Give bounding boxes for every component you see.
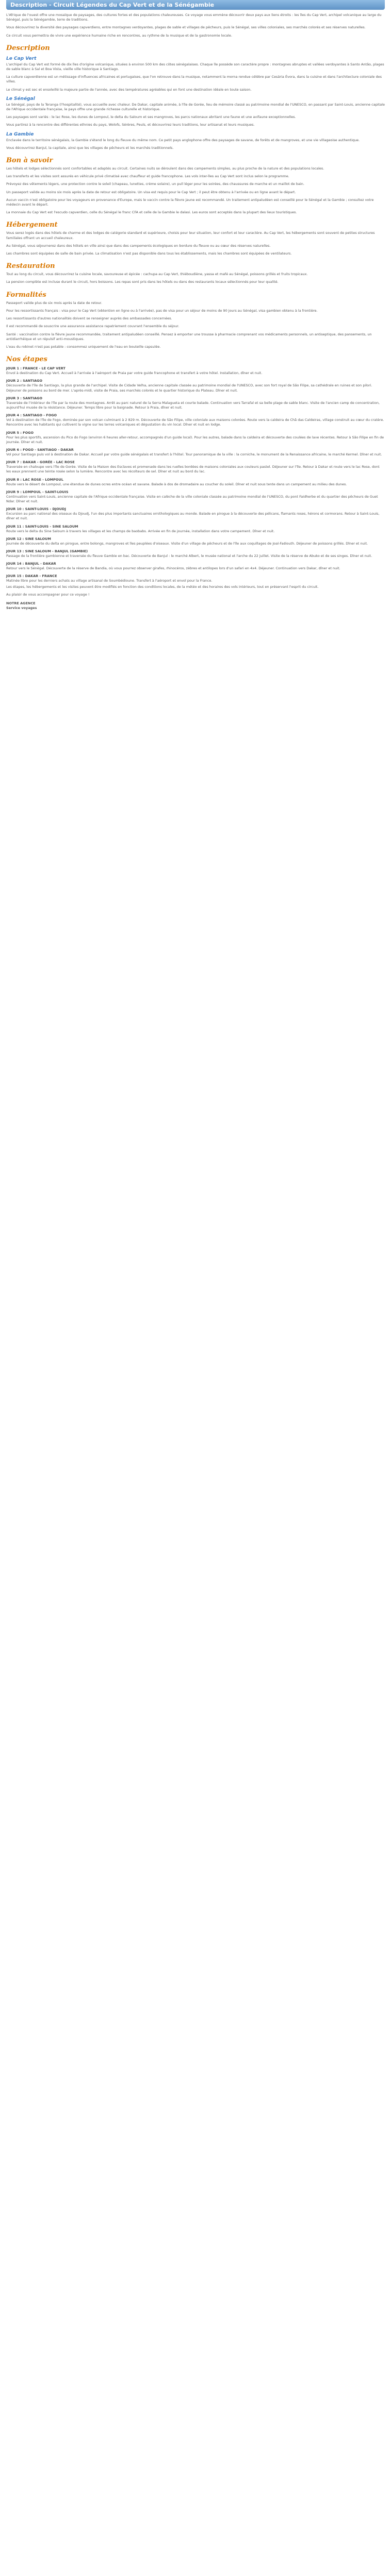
paragraph: Les transferts et les visites sont assurés en véhicule privé climatisé avec chauffeur et guide francophone. Les vols inter-îles au Cap Vert sont inclus selon le programme. xyxy=(6,174,289,179)
paragraph: La culture capverdienne est un métissage d'influences africaines et portugaises, que l'on retrouve dans la musique, notamment la morna rendue célèbre par Cesária Évora, dans la cuisine et dans l'architecture coloniale des villes. xyxy=(6,75,382,84)
paragraph: Pour les ressortissants français : visa pour le Cap Vert (obtention en ligne ou à l'arrivée), pas de visa pour un séjour de moins de 90 jours au Sénégal, visa gambien obtenu à la frontière. xyxy=(6,308,318,313)
day-description: Vol pour Santiago puis vol à destination de Dakar. Accueil par votre guide sénégalais et transfert à l'hôtel. Tour panoramique de la ville : la corniche, le monument de la Renaissance africaine, le marché Kermel. Dîner et nuit. xyxy=(6,452,382,456)
day-title: JOUR 4 : SANTIAGO - FOGO xyxy=(6,413,57,418)
day-title: JOUR 2 : SANTIAGO xyxy=(6,379,43,383)
day-title: JOUR 8 : LAC ROSE - LOMPOUL xyxy=(6,477,63,482)
paragraph: Un passeport valide au moins six mois après la date de retour est obligatoire. Un visa est requis pour le Cap Vert ; il peut être obtenu à l'arrivée ou en ligne avant le départ. xyxy=(6,190,296,194)
day-title: JOUR 11 : SAINT-LOUIS - SINE SALOUM xyxy=(6,524,78,529)
paragraph: Les ressortissants d'autres nationalités doivent se renseigner auprès des ambassades concernées. xyxy=(6,316,172,321)
day-title: JOUR 7 : DAKAR - GORÉE - LAC ROSE xyxy=(6,460,75,465)
subsection-heading: La Gambie xyxy=(6,131,34,137)
itinerary xyxy=(6,366,385,583)
section-heading: Restauration xyxy=(6,262,55,270)
day-description: Retour vers le Sénégal. Découverte de la réserve de Bandia, où vous pourrez observer girafes, rhinocéros, zèbres et antilopes lors d'un safari en 4x4. Déjeuner. Continuation vers Dakar, dîner et nuit. xyxy=(6,566,340,571)
day-title: JOUR 12 : SINE SALOUM xyxy=(6,536,51,541)
signature-line: Service voyages xyxy=(6,605,37,610)
intro-paragraph: Vous découvrirez la diversité des paysages capverdiens, entre montagnes verdoyantes, plages de sable et villages de pêcheurs, puis le Sénégal, ses villes coloniales, ses marchés colorés et ses réserves naturelles. xyxy=(6,25,366,30)
sections xyxy=(6,44,385,363)
paragraph: Prévoyez des vêtements légers, une protection contre le soleil (chapeau, lunettes, crème solaire), un pull léger pour les soirées, des chaussures de marche et un maillot de bain. xyxy=(6,182,304,187)
day-description: Envol à destination du Cap Vert. Accueil à l'arrivée à l'aéroport de Praia par votre guide francophone et transfert à votre hôtel. Installation, dîner et nuit. xyxy=(6,371,263,376)
day-title: JOUR 10 : SAINT-LOUIS - DJOUDJ xyxy=(6,507,66,512)
signature-line: NOTRE AGENCE xyxy=(6,601,36,605)
section-heading: Description xyxy=(6,44,50,52)
paragraph: Tout au long du circuit, vous découvrirez la cuisine locale, savoureuse et épicée : cachupa au Cap Vert, thiéboudiène, yassa et mafé au Sénégal, poissons grillés et fruits tropicaux. xyxy=(6,272,308,277)
paragraph: Au Sénégal, vous séjournerez dans des hôtels en ville ainsi que dans des campements écologiques en bordure du fleuve ou au cœur des réserves naturelles. xyxy=(6,243,271,248)
day-description: Matinée libre pour les derniers achats au village artisanal de Soumbédioune. Transfert à l'aéroport et envol pour la France. xyxy=(6,579,213,583)
page-title-banner: Description - Circuit Légendes du Cap Vert et de la Sénégambie xyxy=(6,0,385,10)
paragraph: Le climat y est sec et ensoleillé la majeure partie de l'année, avec des températures agréables qui en font une destination idéale en toute saison. xyxy=(6,87,252,92)
day-title: JOUR 1 : FRANCE - LE CAP VERT xyxy=(6,366,66,371)
day-title: JOUR 5 : FOGO xyxy=(6,430,34,435)
closing-paragraph: Au plaisir de vous accompagner pour ce voyage ! xyxy=(6,592,90,597)
day-description: Passage de la frontière gambienne et traversée du fleuve Gambie en bac. Découverte de Banjul : le marché Albert, le musée national et l'arche du 22 juillet. Visite de la réserve de Abuko et de ses singes. Dîner et nuit. xyxy=(6,553,372,558)
intro xyxy=(6,13,385,38)
intro-paragraph: Ce circuit vous permettra de vivre une expérience humaine riche en rencontres, au rythme de la musique et de la gastronomie locale. xyxy=(6,33,232,38)
page xyxy=(0,0,391,626)
day-description: Vol à destination de l'île de Fogo, dominée par son volcan culminant à 2 829 m. Découverte de São Filipe, ville coloniale aux maisons colorées. Route vers la caldeira de Chã das Caldeiras, village construit au cœur du cratère. Rencontre avec les habitants qui cultivent la vigne sur les terres volcaniques et dégustation du vin local. Dîner et nuit en lodge. xyxy=(6,418,384,427)
subsection-heading: Le Cap Vert xyxy=(6,56,37,61)
section-heading: Hébergement xyxy=(6,221,58,229)
day-description: Pour les plus sportifs, ascension du Pico do Fogo (environ 6 heures aller-retour, accompagnés d'un guide local). Pour les autres, balade dans la caldeira et découverte des coulées de lave récentes. Retour à São Filipe en fin de journée. Dîner et nuit. xyxy=(6,435,384,444)
paragraph: Passeport valide plus de six mois après la date de retour. xyxy=(6,300,102,305)
day-description: Journée de découverte du delta en pirogue, entre bolongs, mangroves et îles peuplées d'oiseaux. Visite d'un village de pêcheurs et de l'île aux coquillages de Joal-Fadiouth. Déjeuner de poissons grillés. Dîner et nuit. xyxy=(6,541,368,546)
day-title: JOUR 9 : LOMPOUL - SAINT-LOUIS xyxy=(6,489,69,494)
day-title: JOUR 3 : SANTIAGO xyxy=(6,396,43,400)
paragraph: La pension complète est incluse durant le circuit, hors boissons. Les repas sont pris dans les hôtels ou dans des restaurants locaux sélectionnés pour leur qualité. xyxy=(6,280,279,284)
day-description: Découverte de l'île de Santiago, la plus grande de l'archipel. Visite de Cidade Velha, ancienne capitale classée au patrimoine mondial de l'UNESCO, avec son fort royal de São Filipe, sa cathédrale en ruines et son pilori. Déjeuner de poissons au bord de mer. L'après-midi, visite de Praia, ses marchés colorés et le quartier historique du Plateau. Dîner et nuit. xyxy=(6,383,372,393)
day-description: Continuation vers Saint-Louis, ancienne capitale de l'Afrique occidentale française. Visite en calèche de la ville coloniale classée au patrimoine mondial de l'UNESCO, du pont Faidherbe et du quartier des pêcheurs de Guet Ndar. Dîner et nuit. xyxy=(6,494,378,503)
paragraph: Santé : vaccination contre la fièvre jaune recommandée, traitement antipaludéen conseillé. Pensez à emporter une trousse à pharmacie comprenant vos médicaments personnels, un antiseptique, des pansements, un antidiarrhéique et un répulsif anti-moustiques. xyxy=(6,332,372,341)
paragraph: L'archipel du Cap Vert est formé de dix îles d'origine volcanique, situées à environ 500 km des côtes sénégalaises. Chaque île possède son caractère propre : montagnes abruptes et vallées verdoyantes à Santo Antão, plages de sable blanc à Sal et Boa Vista, vieille ville historique à Santiago. xyxy=(6,62,384,72)
day-description: Route vers le désert de Lompoul, une étendue de dunes ocres entre océan et savane. Balade à dos de dromadaire au coucher du soleil. Dîner et nuit sous tente dans un campement au milieu des dunes. xyxy=(6,482,347,486)
paragraph: Les paysages sont variés : le lac Rose, les dunes de Lompoul, le delta du Saloum et ses mangroves, les parcs nationaux abritant une faune et une avifaune exceptionnelles. xyxy=(6,115,296,120)
paragraph: Vous découvrirez Banjul, la capitale, ainsi que les villages de pêcheurs et les marchés traditionnels. xyxy=(6,145,174,150)
day-description: Route vers le delta du Sine Saloum à travers les villages et les champs de baobabs. Arrivée en fin de journée, installation dans votre campement. Dîner et nuit. xyxy=(6,529,275,533)
closing-paragraph: Les étapes, les hébergements et les visites peuvent être modifiés en fonction des conditions locales, de la météo et des horaires des vols intérieurs, tout en préservant l'esprit du circuit. xyxy=(6,584,319,589)
day-title: JOUR 14 : BANJUL - DAKAR xyxy=(6,562,56,566)
paragraph: Vous partirez à la rencontre des différentes ethnies du pays, Wolofs, Sérères, Peuls, et découvrirez leurs traditions, leur artisanat et leurs musiques. xyxy=(6,123,255,127)
paragraph: Enclavée dans le territoire sénégalais, la Gambie s'étend le long du fleuve du même nom. Ce petit pays anglophone offre des paysages de savane, de forêts et de mangroves, et une vie villageoise authentique. xyxy=(6,138,360,142)
paragraph: Le Sénégal, pays de la Teranga (l'hospitalité), vous accueille avec chaleur. De Dakar, capitale animée, à l'île de Gorée, lieu de mémoire classé au patrimoine mondial de l'UNESCO, en passant par Saint-Louis, ancienne capitale de l'Afrique occidentale française, le pays offre une grande richesse culturelle et historique. xyxy=(6,102,385,112)
day-description: Excursion au parc national des oiseaux du Djoudj, l'un des plus importants sanctuaires ornithologiques au monde. Balade en pirogue à la découverte des pélicans, flamants roses, hérons et cormorans. Retour à Saint-Louis, dîner et nuit. xyxy=(6,512,380,521)
paragraph: L'eau du robinet n'est pas potable : consommez uniquement de l'eau en bouteille capsulée. xyxy=(6,344,161,349)
intro-paragraph: L'Afrique de l'ouest offre une mosaïque de paysages, des cultures fortes et des populations chaleureuses. Ce voyage vous emmène découvrir deux pays aux liens étroits : les îles du Cap Vert, archipel volcanique au large du Sénégal, puis la Sénégambie, terre de traditions. xyxy=(6,13,382,22)
day-title: JOUR 15 : DAKAR - FRANCE xyxy=(6,574,57,579)
paragraph: Les hôtels et lodges sélectionnés sont confortables et adaptés au circuit. Certaines nuits se déroulent dans des campements simples, au plus proche de la nature et des populations locales. xyxy=(6,166,324,171)
paragraph: Aucun vaccin n'est obligatoire pour les voyageurs en provenance d'Europe, mais le vaccin contre la fièvre jaune est recommandé. Un traitement antipaludéen est conseillé pour le Sénégal et la Gambie ; consultez votre médecin avant le départ. xyxy=(6,197,374,207)
section-heading: Bon à savoir xyxy=(6,157,53,165)
day-description: Traversée de l'intérieur de l'île par la route des montagnes. Arrêt au parc naturel de la Serra Malagueta et courte balade. Continuation vers Tarrafal et sa belle plage de sable blanc. Visite de l'ancien camp de concentration, aujourd'hui musée de la résistance. Déjeuner. Temps libre pour la baignade. Retour à Praia, dîner et nuit. xyxy=(6,400,380,410)
paragraph: La monnaie du Cap Vert est l'escudo capverdien, celle du Sénégal le franc CFA et celle de la Gambie le dalasi. Les euros sont acceptés dans la plupart des lieux touristiques. xyxy=(6,210,297,215)
signature xyxy=(6,601,385,611)
closing xyxy=(6,585,385,597)
section-heading: Formalités xyxy=(6,291,46,299)
day-description: Traversée en chaloupe vers l'île de Gorée. Visite de la Maison des Esclaves et promenade dans les ruelles bordées de maisons coloniales aux couleurs pastel. Déjeuner sur l'île. Retour à Dakar et route vers le lac Rose, dont les eaux prennent une teinte rosée selon la lumière. Rencontre avec les récolteurs de sel. Dîner et nuit au bord du lac. xyxy=(6,465,380,474)
paragraph: Les chambres sont équipées de salle de bain privée. La climatisation n'est pas disponible dans tous les établissements, mais les chambres sont équipées de ventilateurs. xyxy=(6,251,292,256)
paragraph: Il est recommandé de souscrire une assurance assistance rapatriement couvrant l'ensemble du séjour. xyxy=(6,324,180,329)
paragraph: Vous serez logés dans des hôtels de charme et des lodges de catégorie standard et supérieure, choisis pour leur situation, leur confort et leur caractère. Au Cap Vert, les hébergements sont souvent de petites structures familiales offrant un accueil chaleureux. xyxy=(6,231,375,240)
day-title: JOUR 6 : FOGO - SANTIAGO - DAKAR xyxy=(6,447,74,452)
subsection-heading: Le Sénégal xyxy=(6,96,35,101)
section-heading: Nos étapes xyxy=(6,355,47,364)
day-title: JOUR 13 : SINE SALOUM - BANJUL (GAMBIE) xyxy=(6,549,88,553)
